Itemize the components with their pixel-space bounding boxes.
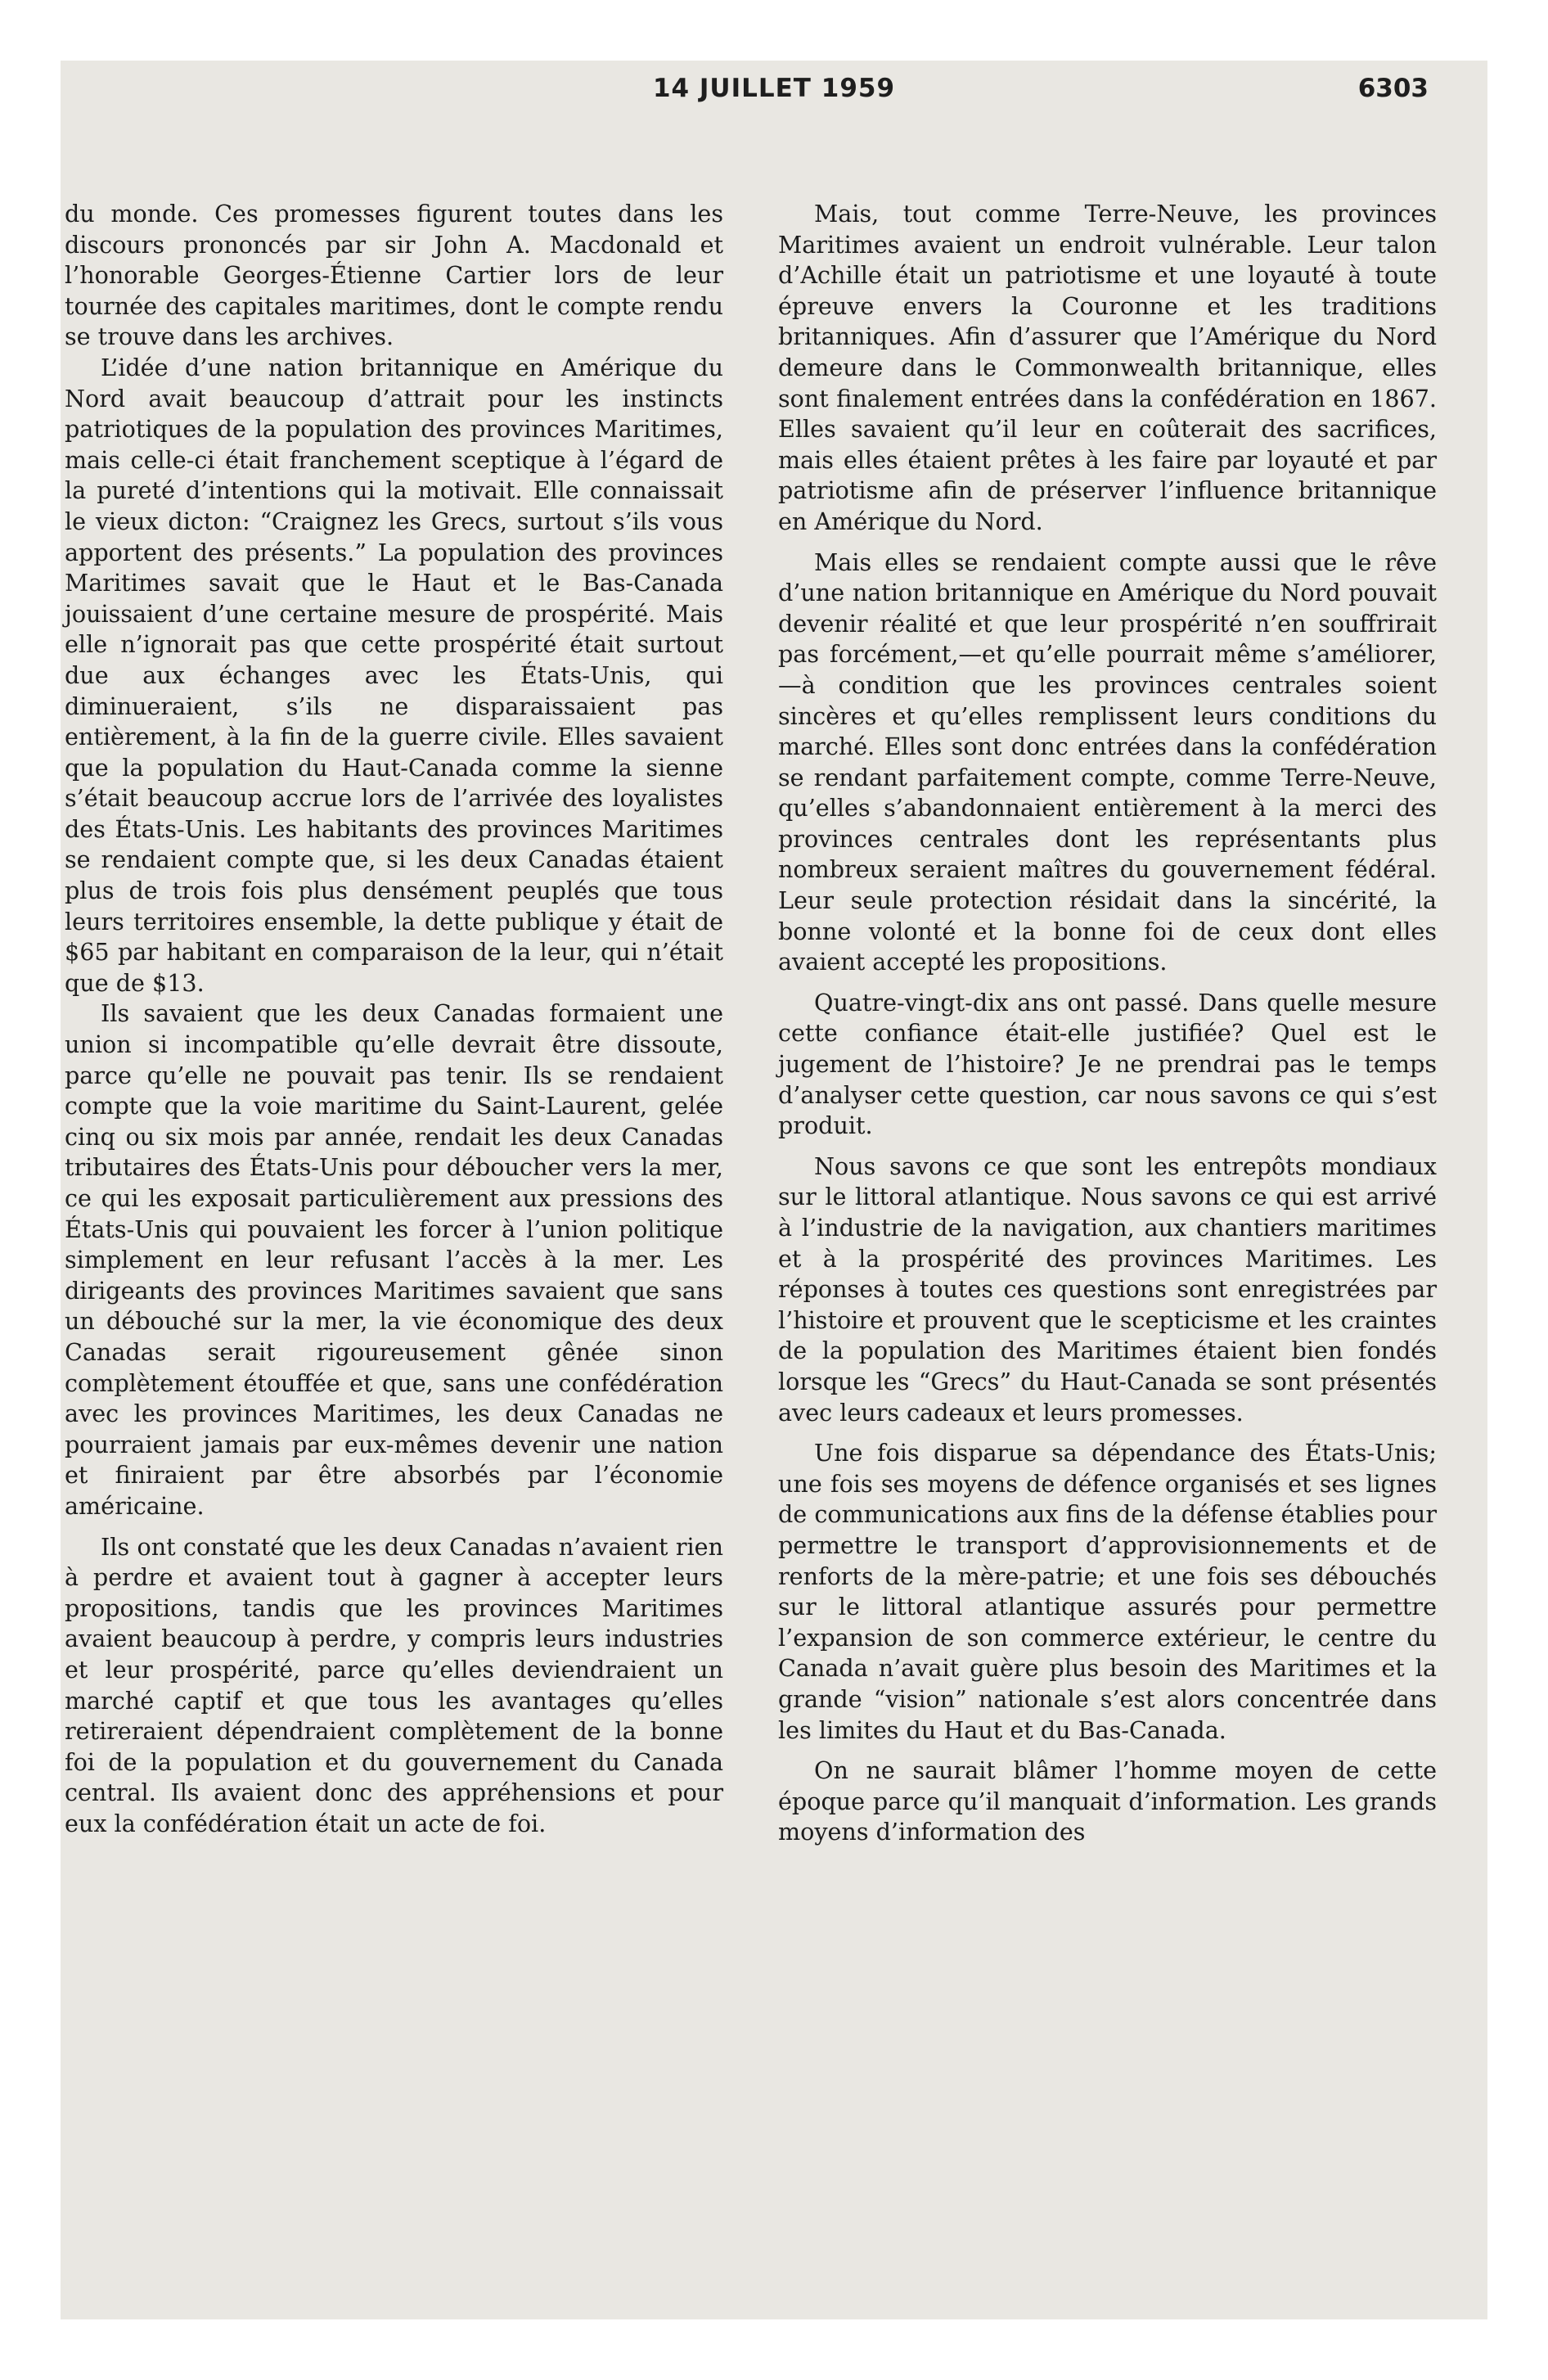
paragraph: Une fois disparue sa dépendance des États-Unis; une fois ses moyens de défence organisés et ses lignes de communications aux fins de la défense établies pour permettre le transport d’approvisionnements et de renforts de la mère-patrie; et une fois ses débouchés sur le littoral atlantique assurés pour permettre l’expansion de son commerce extérieur, le centre du Canada n’avait guère plus besoin des Maritimes et la grande “vision” nationale s’est alors concentrée dans les limites du Haut et du Bas-Canada. xyxy=(778,1439,1437,1744)
paragraph: Nous savons ce que sont les entrepôts mondiaux sur le littoral atlantique. Nous savons ce qui est arrivé à l’industrie de la navigation, aux chantiers maritimes et à la prospérité des provinces Maritimes. Les réponses à toutes ces questions sont enregistrées par l’histoire et prouvent que le scepticisme et les craintes de la population des Maritimes étaient bien fondés lorsque les “Grecs” du Haut-Canada se sont présentés avec leurs cadeaux et leurs promesses. xyxy=(778,1152,1437,1427)
paragraph: du monde. Ces promesses figurent toutes dans les discours prononcés par sir John A. Macdonald et l’honorable Georges-Étienne Cartier lors de leur tournée des capitales maritimes, dont le compte rendu se trouve dans les archives. xyxy=(65,200,723,351)
page-number: 6303 xyxy=(1357,74,1429,103)
left-column xyxy=(65,199,723,1839)
paragraph: Mais elles se rendaient compte aussi que le rêve d’une nation britannique en Amérique du Nord pouvait devenir réalité et que leur prospérité n’en souffrirait pas forcément,—et qu’elle pourrait même s’améliorer,—à condition que les provinces centrales soient sincères et qu’elles remplissent leurs conditions du marché. Elles sont donc entrées dans la confédération se rendant parfaitement compte, comme Terre-Neuve, qu’elles s’abandonnaient entièrement à la merci des provinces centrales dont les représentants plus nombreux seraient maîtres du gouvernement fédéral. Leur seule protection résidait dans la sincérité, la bonne volonté et la bonne foi de ceux dont elles avaient accepté les propositions. xyxy=(778,548,1437,976)
paragraph: Quatre-vingt-dix ans ont passé. Dans quelle mesure cette confiance était-elle justifiée? Quel est le jugement de l’histoire? Je ne prendrai pas le temps d’analyser cette question, car nous savons ce qui s’est produit. xyxy=(778,988,1437,1140)
paragraph: Ils ont constaté que les deux Canadas n’avaient rien à perdre et avaient tout à gagner à accepter leurs propositions, tandis que les provinces Maritimes avaient beaucoup à perdre, y compris leurs industries et leur prospérité, parce qu’elles deviendraient un marché captif et que tous les avantages qu’elles retireraient dépendraient complètement de la bonne foi de la population et du gouvernement du Canada central. Ils avaient donc des appréhensions et pour eux la confédération était un acte de foi. xyxy=(65,1532,723,1837)
right-column xyxy=(778,199,1437,1848)
paragraph: Mais, tout comme Terre-Neuve, les provinces Maritimes avaient un endroit vulnérable. Leur talon d’Achille était un patriotisme et une loyauté à toute épreuve envers la Couronne et les traditions britanniques. Afin d’assurer que l’Amérique du Nord demeure dans le Commonwealth britannique, elles sont finalement entrées dans la confédération en 1867. Elles savaient qu’il leur en coûterait des sacrifices, mais elles étaient prêtes à les faire par loyauté et par patriotisme afin de préserver l’influence britannique en Amérique du Nord. xyxy=(778,200,1437,535)
paragraph: Ils savaient que les deux Canadas formaient une union si incompatible qu’elle devrait être dissoute, parce qu’elle ne pouvait pas tenir. Ils se rendaient compte que la voie maritime du Saint-Laurent, gelée cinq ou six mois par année, rendait les deux Canadas tributaires des États-Unis pour déboucher vers la mer, ce qui les exposait particulièrement aux pressions des États-Unis qui pouvaient les forcer à l’union politique simplement en leur refusant l’accès à la mer. Les dirigeants des provinces Maritimes savaient que sans un débouché sur la mer, la vie économique des deux Canadas serait rigoureusement gênée sinon complètement étouffée et que, sans une confédération avec les provinces Maritimes, les deux Canadas ne pourraient jamais par eux-mêmes devenir une nation et finiraient par être absorbés par l’économie américaine. xyxy=(65,999,723,1520)
paragraph: On ne saurait blâmer l’homme moyen de cette époque parce qu’il manquait d’information. Les grands moyens d’information des xyxy=(778,1756,1437,1846)
paragraph: L’idée d’une nation britannique en Amérique du Nord avait beaucoup d’attrait pour les instincts patriotiques de la population des provinces Maritimes, mais celle-ci était franchement sceptique à l’égard de la pureté d’intentions qui la motivait. Elle connaissait le vieux dicton: “Craignez les Grecs, surtout s’ils vous apportent des présents.” La population des provinces Maritimes savait que le Haut et le Bas-Canada jouissaient d’une certaine mesure de prospérité. Mais elle n’ignorait pas que cette prospérité était surtout due aux échanges avec les États-Unis, qui diminueraient, s’ils ne disparaissaient pas entièrement, à la fin de la guerre civile. Elles savaient que la population du Haut-Canada comme la sienne s’était beaucoup accrue lors de l’arrivée des loyalistes des États-Unis. Les habitants des provinces Maritimes se rendaient compte que, si les deux Canadas étaient plus de trois fois plus densément peuplés que tous leurs territoires ensemble, la dette publique y était de $65 par habitant en comparaison de la leur, qui n’était que de $13. xyxy=(65,353,723,997)
page-header xyxy=(61,74,1487,123)
header-date: 14 JUILLET 1959 xyxy=(652,74,896,103)
